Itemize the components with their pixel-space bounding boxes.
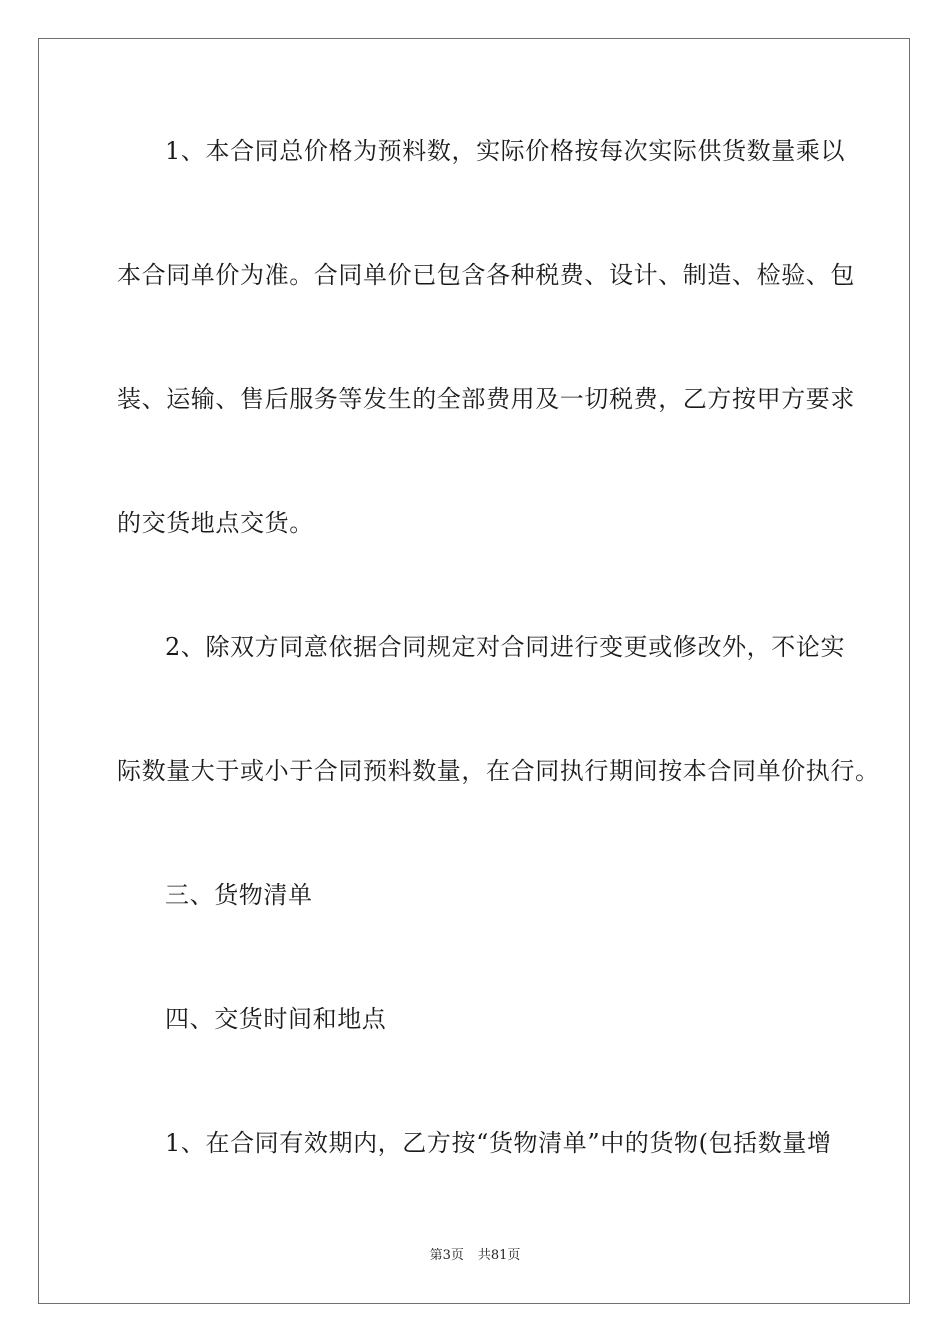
paragraph-line: 1、本合同总价格为预料数，实际价格按每次实际供货数量乘以 (165, 137, 846, 165)
paragraph-line: 装、运输、售后服务等发生的全部费用及一切税费，乙方按甲方要求 (117, 385, 855, 413)
section-heading: 四、交货时间和地点 (165, 1005, 387, 1033)
paragraph-line: 的交货地点交货。 (117, 509, 314, 537)
paragraph-line: 2、除双方同意依据合同规定对合同进行变更或修改外，不论实 (165, 633, 846, 661)
section-heading: 三、货物清单 (165, 881, 313, 909)
page-border (38, 38, 910, 1304)
page-number: 第3页 (429, 1248, 464, 1263)
paragraph-line: 际数量大于或小于合同预料数量，在合同执行期间按本合同单价执行。 (117, 757, 880, 785)
page-footer (0, 1247, 950, 1265)
page-total: 共81页 (477, 1248, 521, 1263)
paragraph-line: 1、在合同有效期内，乙方按“货物清单”中的货物(包括数量增 (165, 1129, 832, 1157)
paragraph-line: 本合同单价为准。合同单价已包含各种税费、设计、制造、检验、包 (117, 261, 855, 289)
